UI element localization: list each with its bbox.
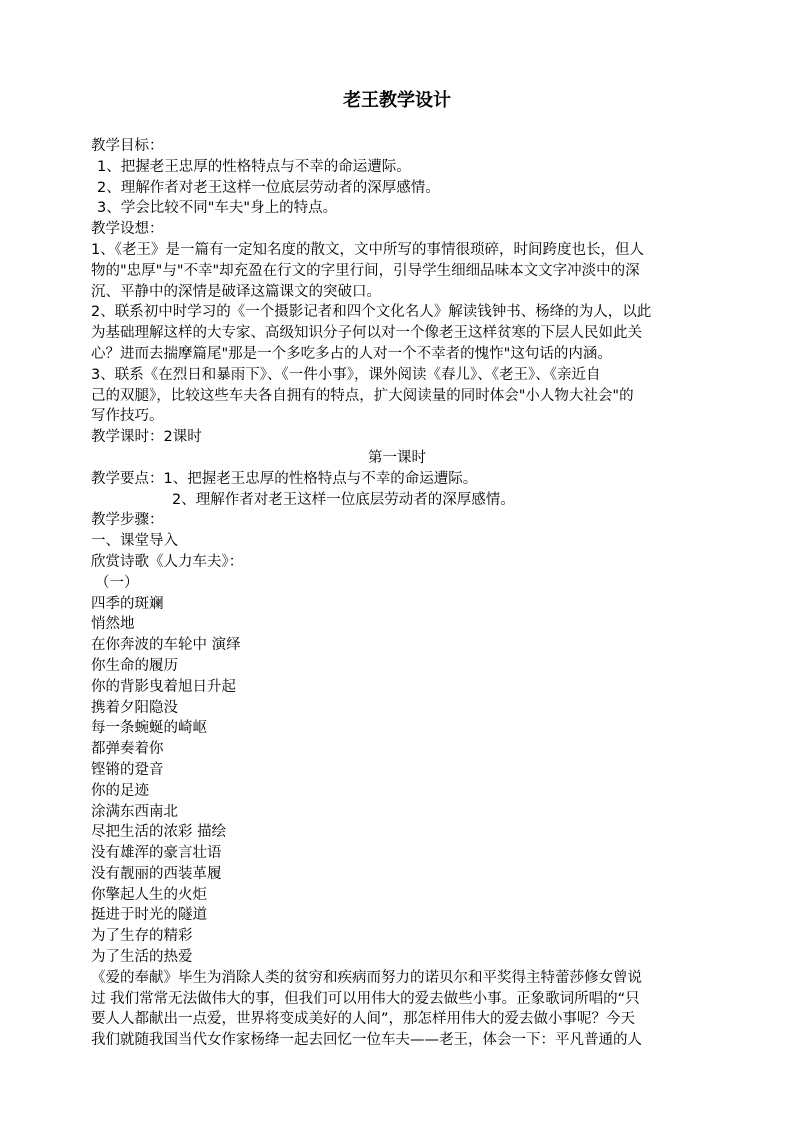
poem-line: 你擎起人生的火炬 <box>91 886 207 903</box>
poem-line: 涂满东西南北 <box>91 803 178 820</box>
poem-line: 铿锵的跫音 <box>91 761 164 778</box>
poem-line: 没有雄浑的豪言壮语 <box>91 845 222 862</box>
poem-part-label: （一） <box>95 574 139 591</box>
closing-paragraph-line: 要人人都献出一点爱，世界将变成美好的人间”，那怎样用伟大的爱去做小事呢？今天 <box>91 1011 636 1028</box>
poem-line: 在你奔波的车轮中 演绎 <box>91 637 241 654</box>
closing-paragraph-line: 过 我们常常无法做伟大的事，但我们可以用伟大的爱去做些小事。正象歌词所唱的“只 <box>91 990 640 1007</box>
poem-line: 挺进于时光的隧道 <box>91 907 207 924</box>
ideas-line: 写作技巧。 <box>91 408 164 425</box>
poem-line: 都弹奏着你 <box>91 741 164 758</box>
ideas-line: 2、联系初中时学习的《一个摄影记者和四个文化名人》解读钱钟书、杨绛的为人，以此 <box>91 304 652 321</box>
poem-line: 你生命的履历 <box>91 657 178 674</box>
objective-item: 2、理解作者对老王这样一位底层劳动者的深厚感情。 <box>97 179 440 196</box>
objectives-heading: 教学目标： <box>91 138 164 154</box>
poem-line: 尽把生活的浓彩 描绘 <box>91 824 227 841</box>
poem-intro: 欣赏诗歌《人力车夫》： <box>91 553 244 570</box>
poem-line: 悄然地 <box>91 616 135 633</box>
document-body <box>91 136 703 1051</box>
poem-line: 为了生存的精彩 <box>91 928 193 945</box>
closing-paragraph-line: 我们就随我国当代女作家杨绛一起去回忆一位车夫——老王，体会一下：平凡普通的人 <box>91 1032 642 1049</box>
poem-line: 为了生活的热爱 <box>91 949 193 966</box>
ideas-line: 心？进而去揣摩篇尾"那是一个多吃多占的人对一个不幸者的愧怍"这句话的内涵。 <box>91 345 612 362</box>
page-title: 老王教学设计 <box>343 90 451 111</box>
closing-paragraph-line: 《爱的奉献》毕生为消除人类的贫穷和疾病而努力的诺贝尔和平奖得主特蕾莎修女曾说 <box>91 969 642 986</box>
step-heading: 一、课堂导入 <box>91 533 178 550</box>
teaching-hours: 教学课时：2课时 <box>91 429 202 446</box>
ideas-line: 1、《老王》是一篇有一定知名度的散文，文中所写的事情很琐碎，时间跨度也长，但人 <box>91 241 644 258</box>
poem-line: 你的足迹 <box>91 782 149 799</box>
poem-line: 没有靓丽的西装革履 <box>91 865 222 882</box>
poem-line: 携着夕阳隐没 <box>91 699 178 716</box>
poem-line: 每一条蜿蜒的崎岖 <box>91 720 207 737</box>
ideas-heading: 教学设想： <box>91 221 164 238</box>
ideas-line: 沉、平静中的深情是破译这篇课文的突破口。 <box>91 283 381 300</box>
poem-line: 你的背影曳着旭日升起 <box>91 678 236 695</box>
poem-line: 四季的斑斓 <box>91 595 164 612</box>
objective-item: 1、把握老王忠厚的性格特点与不幸的命运遭际。 <box>97 158 411 175</box>
objective-item: 3、学会比较不同"车夫"身上的特点。 <box>97 200 338 217</box>
ideas-line: 为基础理解这样的大专家、高级知识分子何以对一个像老王这样贫寒的下层人民如此关 <box>91 325 642 342</box>
key-points-line: 教学要点：1、把握老王忠厚的性格特点与不幸的命运遭际。 <box>91 470 478 487</box>
key-points-line: 2、理解作者对老王这样一位底层劳动者的深厚感情。 <box>172 491 515 508</box>
ideas-line: 物的"忠厚"与"不幸"却充盈在行文的字里行间，引导学生细细品味本文文字冲淡中的深 <box>91 262 640 279</box>
lesson-heading: 第一课时 <box>368 449 426 466</box>
ideas-line: 己的双腿》，比较这些车夫各自拥有的特点，扩大阅读量的同时体会"小人物大社会"的 <box>91 387 634 404</box>
ideas-line: 3、联系《在烈日和暴雨下》、《一件小事》，课外阅读《春儿》、《老王》、《亲近自 <box>91 366 601 383</box>
steps-heading: 教学步骤： <box>91 512 164 529</box>
